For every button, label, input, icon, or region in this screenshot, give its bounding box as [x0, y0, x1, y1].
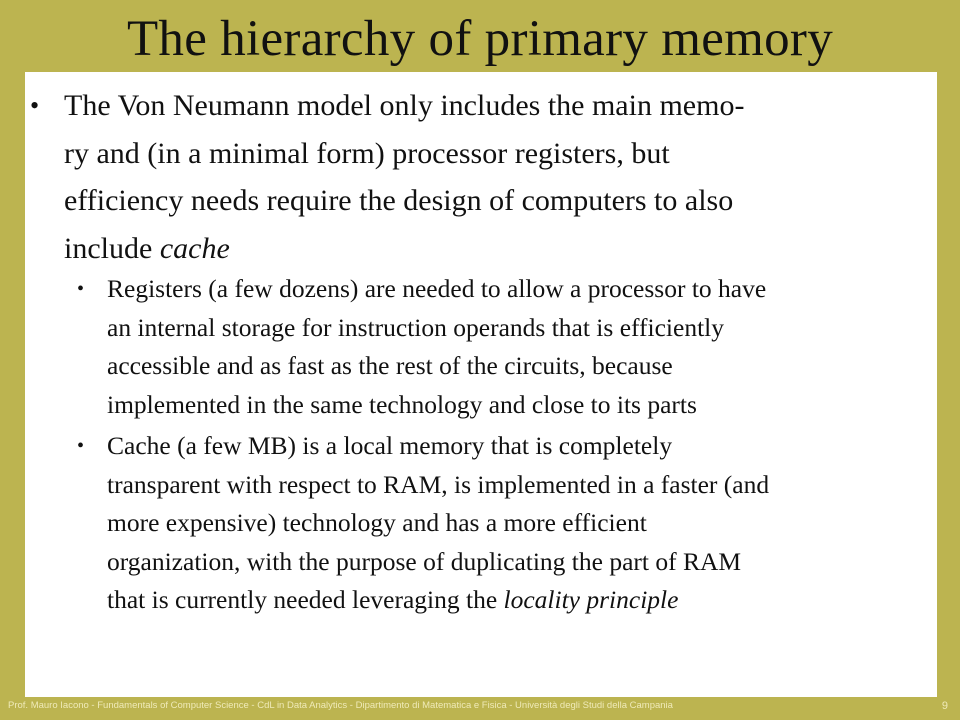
bullet-line: Registers (a few dozens) are needed to allow a processor to have: [107, 274, 767, 303]
bullet-line: The Von Neumann model only includes the main memo-: [64, 89, 745, 122]
bullet-line: accessible and as fast as the rest of the circuits, because: [107, 351, 673, 380]
slide-footer: Prof. Mauro Iacono - Fundamentals of Computer Science - CdL in Data Analytics - Dipartimento di Matematica e Fisica - Università degli Studi della Campania: [8, 700, 673, 711]
bullet-line: [64, 225, 924, 273]
bullet-item: [30, 82, 925, 272]
bullet-line: organization, with the purpose of duplicating the part of RAM: [107, 546, 742, 576]
sub-bullet-text: [107, 270, 937, 424]
bullet-marker: •: [77, 278, 85, 300]
bullet-line: efficiency needs require the design of computers to also: [64, 184, 734, 217]
emphasis-term: cache: [159, 231, 230, 265]
bullet-line: [107, 581, 937, 620]
bullet-line: transparent with respect to RAM, is implemented in a faster (and: [107, 469, 770, 499]
bullet-line: more expensive) technology and has a more efficient: [107, 508, 647, 537]
bullet-line: Cache (a few MB) is a local memory that is completely: [107, 431, 673, 460]
sub-bullet-text: [107, 427, 937, 620]
bullet-line-text: that is currently needed leveraging the: [107, 585, 504, 614]
bullet-marker: •: [30, 91, 40, 120]
bullet-line: an internal storage for instruction operands that is efficiently: [107, 312, 725, 342]
bullet-text: [64, 82, 924, 272]
sub-bullet-item: [77, 270, 937, 424]
bullet-marker: •: [77, 435, 85, 457]
bullet-line-text: include: [64, 231, 160, 265]
slide-title: The hierarchy of primary memory: [126, 11, 834, 67]
slide-content: [25, 72, 937, 697]
page-number: 9: [941, 700, 948, 712]
bullet-line: implemented in the same technology and close to its parts: [107, 389, 697, 419]
emphasis-term: locality principle: [503, 585, 679, 614]
bullet-line: ry and (in a minimal form) processor registers, but: [64, 136, 670, 170]
sub-bullet-item: [77, 427, 937, 620]
